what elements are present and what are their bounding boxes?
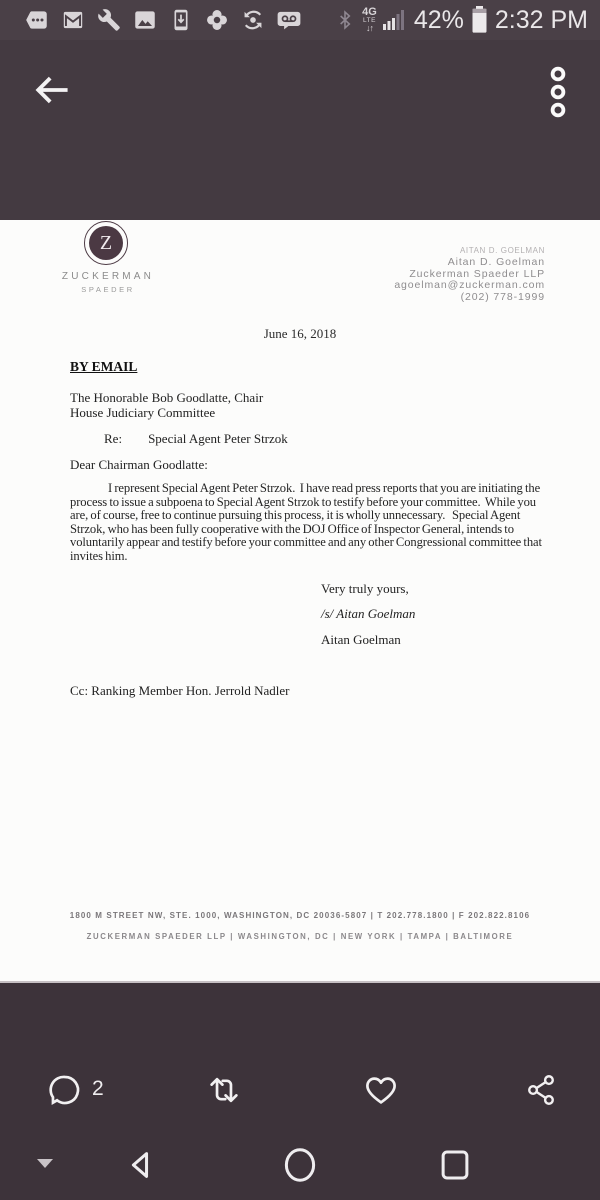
gallery-icon bbox=[132, 7, 158, 33]
status-bar bbox=[0, 0, 600, 40]
share-icon bbox=[524, 1096, 558, 1113]
signature-name: Aitan Goelman bbox=[321, 632, 401, 647]
phone-download-icon bbox=[168, 7, 194, 33]
system-update-icon bbox=[240, 7, 266, 33]
clock: 2:32 PM bbox=[494, 5, 588, 34]
reply-count: 2 bbox=[92, 1077, 104, 1100]
letter-image[interactable] bbox=[0, 220, 600, 983]
contact-phone: (202) 778-1999 bbox=[460, 290, 545, 303]
retweet-button[interactable] bbox=[203, 1071, 245, 1109]
nav-home-icon bbox=[281, 1171, 319, 1188]
recipient-block bbox=[70, 391, 263, 420]
signal-bars-icon bbox=[382, 7, 407, 33]
reply-button[interactable] bbox=[46, 1071, 84, 1109]
body-line: process to issue a subpoena to Special Agent Strzok to testify before your committee. While you bbox=[70, 494, 536, 509]
recipient-line: The Honorable Bob Goodlatte, Chair bbox=[70, 390, 264, 405]
zuckerman-spaeder-logo bbox=[84, 221, 128, 265]
body-line: I represent Special Agent Peter Strzok. I have read press reports that you are initiating the bbox=[108, 481, 541, 495]
overflow-menu-icon bbox=[544, 107, 572, 124]
photos-icon bbox=[204, 7, 230, 33]
bluetooth-icon bbox=[335, 7, 355, 33]
network-type-lte: LTE bbox=[363, 16, 376, 24]
like-button[interactable] bbox=[362, 1071, 400, 1109]
reply-icon bbox=[46, 1096, 84, 1113]
hide-nav-caret-icon[interactable] bbox=[37, 1159, 53, 1168]
letter-body bbox=[70, 482, 550, 564]
contact-block bbox=[394, 246, 545, 303]
like-heart-icon bbox=[362, 1096, 400, 1113]
delivery-method: BY EMAIL bbox=[70, 359, 138, 374]
tag-chat-icon bbox=[24, 7, 50, 33]
body-line: voluntarily appear and testify before your committee and any other Congressional committee that bbox=[70, 535, 542, 550]
network-type-indicator bbox=[362, 7, 377, 34]
back-button[interactable] bbox=[30, 68, 74, 112]
letter-date: June 16, 2018 bbox=[263, 326, 337, 341]
nav-back-icon bbox=[122, 1171, 160, 1188]
share-button[interactable] bbox=[524, 1071, 558, 1109]
re-line bbox=[104, 431, 288, 447]
cc-line: Cc: Ranking Member Hon. Jerrold Nadler bbox=[70, 683, 290, 698]
data-activity-arrows: ↓↑ bbox=[366, 23, 373, 34]
body-line: are, of course, free to continue pursuing this process, it is wholly unnecessary. Special Agent bbox=[70, 508, 521, 523]
electronic-signature: /s/ Aitan Goelman bbox=[321, 606, 416, 621]
retweet-icon bbox=[203, 1096, 245, 1113]
wrench-icon bbox=[96, 7, 122, 33]
nav-back-button[interactable] bbox=[122, 1146, 160, 1184]
nav-home-button[interactable] bbox=[281, 1146, 319, 1184]
gmail-icon bbox=[60, 7, 86, 33]
system-status-icons bbox=[335, 6, 600, 34]
contact-name: Aitan D. Goelman bbox=[447, 256, 545, 268]
contact-email: agoelman@zuckerman.com bbox=[394, 279, 545, 291]
letterhead-footer-offices: ZUCKERMAN SPAEDER LLP | WASHINGTON, DC | NEW YORK | TAMPA | BALTIMORE bbox=[86, 932, 514, 941]
salutation: Dear Chairman Goodlatte: bbox=[70, 457, 208, 472]
network-type-4g: 4G bbox=[362, 5, 377, 18]
battery-percent: 42% bbox=[413, 5, 464, 34]
firm-name-line2: SPAEDER bbox=[81, 285, 135, 294]
recipient-line: House Judiciary Committee bbox=[70, 404, 216, 420]
back-arrow-icon bbox=[30, 99, 74, 116]
voicemail-icon bbox=[276, 7, 302, 33]
media-viewer-app-bar bbox=[0, 40, 600, 220]
contact-firm: Zuckerman Spaeder LLP bbox=[409, 267, 545, 280]
logo-monogram: Z bbox=[89, 226, 123, 260]
re-subject: Special Agent Peter Strzok bbox=[148, 431, 288, 446]
nav-recents-button[interactable] bbox=[436, 1146, 474, 1184]
firm-name-line1: ZUCKERMAN bbox=[61, 271, 155, 282]
contact-ghost-line: AITAN D. GOELMAN bbox=[459, 246, 545, 255]
body-line: Strzok, who has been fully cooperative with the DOJ Office of Inspector General, intends to bbox=[70, 521, 514, 536]
overflow-menu-button[interactable] bbox=[544, 64, 572, 120]
re-label: Re: bbox=[104, 431, 123, 446]
body-line: invites him. bbox=[70, 548, 128, 563]
nav-recents-icon bbox=[436, 1171, 474, 1188]
notification-icons bbox=[0, 7, 302, 33]
letterhead-footer-address: 1800 M STREET NW, STE. 1000, WASHINGTON, DC 20036-5807 | T 202.778.1800 | F 202.822.8106 bbox=[69, 911, 531, 920]
battery-icon bbox=[471, 6, 488, 34]
closing: Very truly yours, bbox=[321, 581, 409, 596]
